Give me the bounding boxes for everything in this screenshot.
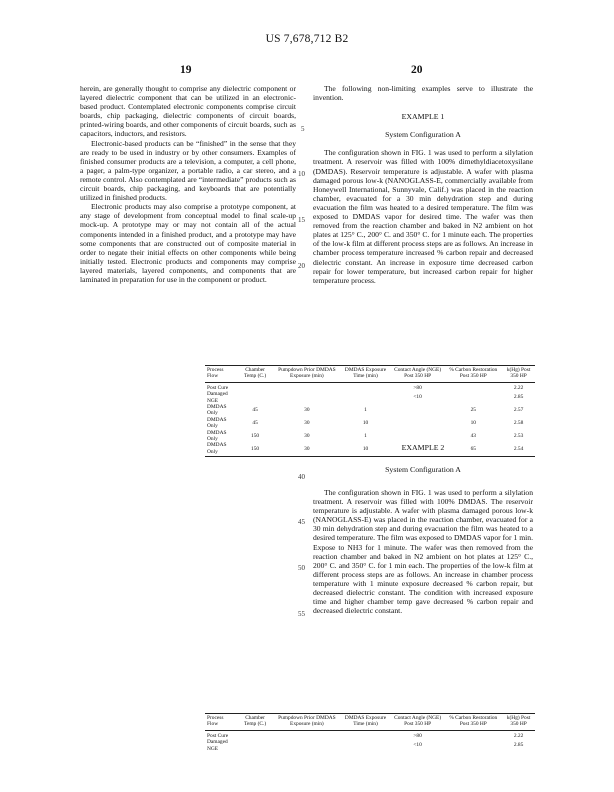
line-number: 50 [298, 564, 305, 572]
table-cell [340, 382, 391, 391]
table-cell: 1 [364, 432, 367, 439]
table-cell: 30 [304, 420, 310, 427]
column-header: DMDAS Exposure Time (min) [344, 367, 387, 380]
line-number: 55 [298, 610, 305, 618]
table-cell: 1 [364, 407, 367, 414]
intro-paragraph: The following non-limiting examples serve to illustrate the invention. [313, 84, 533, 103]
table-cell [274, 391, 341, 404]
table-row [205, 430, 535, 443]
table-cell: 150 [251, 432, 260, 439]
table-cell [391, 430, 445, 443]
table-cell: 10 [340, 442, 391, 456]
example-1-subtitle: System Configuration A [385, 130, 461, 140]
example-2-column [313, 488, 533, 615]
example-1-paragraph: The configuration shown in FIG. 1 was used to perform a silylation treatment. A reservoir was filled with 100% dimethyldiacetoxysilane (DMDAS). Reservoir temperature is adjustable. A wafer with plasma damaged porous low-k (NANOGLASS-E, commercially available from Honeywell International, Sunnyvale, Calif.) was placed in the reaction chamber, evacuated for a 30 min dehydration step and during evacuation the film was heated to a desired temperature. The film was exposed to DMDAS vapor for desired time. The wafer was then removed from the reaction chamber and baked in N2 ambient on hot plates at 125° C., 200° C. and 350° C. for 1 minute each. The properties of the low-k film at different process steps are as follows. An increase in chamber process temperature increased % carbon repair and decreased dielectric constant. An increase in exposure time decreased carbon repair for lower temperature, but increased carbon repair for higher temperature process. [313, 148, 534, 285]
table-cell: 2.54 [502, 442, 535, 456]
table-header-row [205, 366, 535, 383]
table-cell: 2.22 [502, 382, 535, 391]
table-cell [340, 391, 391, 404]
table-cell [237, 739, 274, 752]
table-row [205, 730, 535, 739]
table-cell: 25 [470, 407, 476, 414]
table-cell [444, 730, 502, 739]
page-number-right: 20 [411, 64, 423, 76]
example-2-subtitle: System Configuration A [385, 465, 461, 474]
table-cell: DMDAS Only [207, 416, 227, 430]
table-cell [444, 391, 502, 404]
right-column [313, 84, 533, 285]
column-header: k(Hg) Post 350 HP [506, 715, 531, 728]
table-cell: 2.22 [502, 730, 535, 739]
table-row [205, 404, 535, 417]
table-header-row [205, 714, 535, 731]
results-table-2 [205, 713, 535, 752]
table-row [205, 417, 535, 430]
table-cell: 10 [470, 420, 476, 427]
table-cell [391, 417, 445, 430]
table-cell: Damaged NGE [207, 739, 228, 752]
line-number: 15 [298, 216, 305, 224]
table-cell [274, 739, 341, 752]
table-cell [444, 382, 502, 391]
table-cell: 30 [274, 442, 341, 456]
table-cell: 10 [362, 420, 369, 427]
table-cell: 65 [444, 442, 502, 456]
line-number: 45 [298, 518, 305, 526]
table-cell: 30 [304, 407, 310, 414]
column-header: Chamber Temp (C.) [244, 715, 267, 728]
table-cell [340, 739, 391, 752]
table-row [205, 739, 535, 752]
table-row [205, 391, 535, 404]
example-1-title: EXAMPLE 1 [401, 112, 445, 122]
table-cell [237, 382, 274, 391]
table-cell: 45 [252, 420, 258, 427]
column-header: Process Flow [207, 715, 224, 728]
table-cell: >80 [391, 730, 445, 739]
column-header: Chamber Temp (C.) [244, 367, 267, 380]
table-cell: >80 [391, 382, 445, 391]
line-number: 10 [298, 170, 305, 178]
column-header: k(Hg) Post 350 HP [506, 367, 531, 380]
table-cell: 2.85 [513, 742, 524, 749]
table-cell [274, 382, 341, 391]
example-2-paragraph: The configuration shown in FIG. 1 was used to perform a silylation treatment. A reservoir was filled with 100% DMDAS. The reservoir temperature is adjustable. A wafer with plasma damaged porous low-k (NANOGLASS-E) was placed in the reaction chamber, evacuated for a 30 min dehydration step and during evacuation the film was heated to a desired temperature. The film was exposed to DMDAS vapor for 1 min. Expose to NH3 for 1 minute. The wafer was then removed from the reaction chamber and baked in N2 ambient on hot plates at 125° C., 200° C. and 350° C. for 1 min each. The properties of the low-k film at different process steps are as follows. An increase in chamber process temperature with 1 minute exposure decreased % carbon repair, but decreased dielectric constant. The condition with increased exposure time and higher chamber temp gave decreased % carbon repair and decreased dielectric constant. [313, 488, 533, 616]
table-cell: <10 [413, 394, 422, 401]
table-cell: Post Cure [205, 730, 237, 739]
table-cell: Post Cure [205, 382, 237, 391]
table-cell: DMDAS Only [207, 404, 227, 417]
line-number: 40 [298, 473, 305, 481]
patent-number: US 7,678,712 B2 [265, 33, 349, 45]
table-cell [237, 730, 274, 739]
table-row [205, 382, 535, 391]
column-header: % Carbon Restoration Post 350 HP [449, 367, 498, 380]
left-column [80, 84, 296, 284]
table-cell: 2.57 [513, 407, 524, 414]
column-header: Pumpdown Prior DMDAS Exposure (min) [278, 715, 336, 728]
table-cell: 2.85 [513, 394, 524, 401]
table-cell [237, 391, 274, 404]
table-cell: 45 [252, 407, 258, 414]
table-cell: <10 [413, 742, 422, 749]
page-number-left: 19 [180, 64, 192, 76]
left-paragraph-3: Electronic products may also comprise a prototype component, at any stage of development from conceptual model to final scale-up mock-up. A prototype may or may not contain all of the actual components intended in a finished product, and a prototype may have some components that are constructed out of composite material in order to negate their initial effects on other components while being initially tested. Electronic products and components may comprise layered materials, layered components, and components that are laminated in preparation for use in the component or product. [80, 202, 296, 284]
column-header: Process Flow [207, 367, 224, 380]
table-cell: 2.53 [513, 432, 524, 439]
column-header: % Carbon Restoration Post 350 HP [449, 715, 498, 728]
table-cell: DMDAS Only [207, 429, 227, 443]
table-cell: 43 [470, 432, 476, 439]
table-cell: DMDAS Only [205, 442, 237, 456]
line-number: 5 [301, 125, 305, 133]
left-paragraph-1: herein, are generally thought to comprise any dielectric component or layered dielectric component that can be utilized in an electronic-based product. Contemplated electronic components comprise circuit boards, chip packaging, dielectric components of circuit boards, printed-wiring boards, and other components of circuit boards, such as capacitors, inductors, and resistors. [80, 84, 296, 139]
table-cell: 30 [304, 432, 310, 439]
table-cell: 150 [237, 442, 274, 456]
left-paragraph-2: Electronic-based products can be “finished” in the sense that they are ready to be used in industry or by other consumers. Examples of finished consumer products are a television, a computer, a cell phone, a pager, a palm-type organizer, a portable radio, a car stereo, and a remote control. Also contemplated are “intermediate” products such as circuit boards, chip packaging, and keyboards that are potentially utilized in finished products. [80, 138, 296, 203]
line-number: 20 [298, 262, 305, 270]
column-header: Pumpdown Prior DMDAS Exposure (min) [278, 367, 336, 380]
table-cell: Damaged NGE [207, 391, 228, 404]
table-cell: 2.58 [513, 420, 524, 427]
table-cell [391, 404, 445, 417]
table-cell [444, 739, 502, 752]
column-header: Contact Angle (NGE) Post 350 HP [394, 367, 442, 380]
column-header: Contact Angle (NGE) Post 350 HP [394, 715, 442, 728]
table-cell [340, 730, 391, 739]
table-cell [274, 730, 341, 739]
column-header: DMDAS Exposure Time (min) [344, 715, 387, 728]
example-2-title: EXAMPLE 2 [401, 443, 445, 452]
